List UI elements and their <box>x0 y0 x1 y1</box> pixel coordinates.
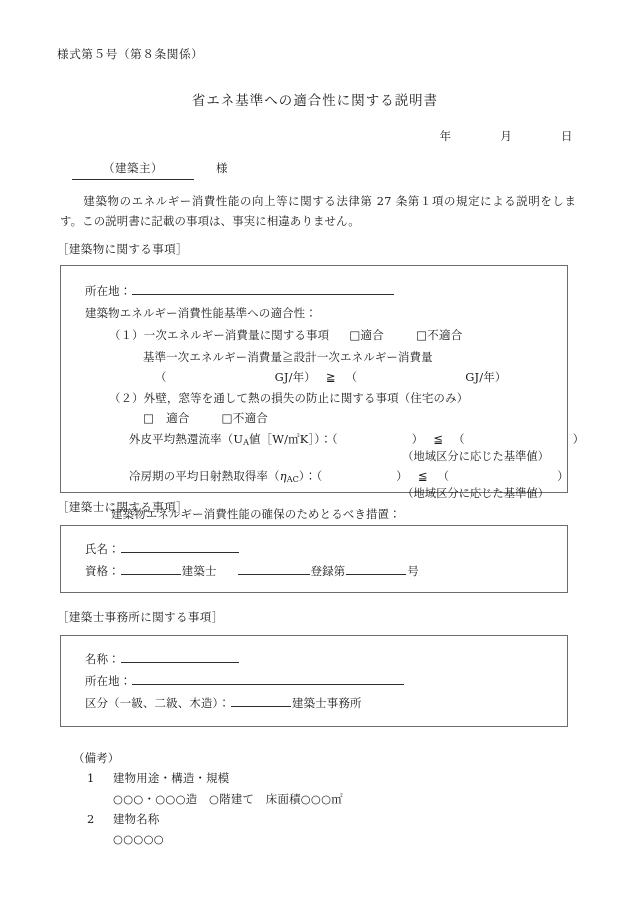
section-label-building: ［建築物に関する事項］ <box>57 242 188 256</box>
remarks-block <box>73 748 343 849</box>
eta-subscript: AC <box>286 473 299 484</box>
remarks-item-2-value-row <box>73 829 343 849</box>
addressee-name-field[interactable]: （建築主） <box>72 160 194 180</box>
eta-standard-note: （地域区分に応じた基準値） <box>402 487 549 501</box>
office-category-row <box>85 692 551 714</box>
ua-subscript: A <box>243 436 250 447</box>
architect-registration-label: 登録第 <box>310 564 346 579</box>
ua-operator: ≦ <box>433 431 444 446</box>
item1-text: 一次エネルギー消費量に関する事項 <box>143 328 330 343</box>
office-name-field[interactable] <box>121 651 239 663</box>
architect-name-row <box>85 538 551 560</box>
office-name-row <box>85 648 551 670</box>
office-category-label: 区分（一級、二級、木造）： <box>85 696 230 711</box>
section-label-architect: ［建築士に関する事項］ <box>57 500 188 514</box>
item2-checkbox-conform[interactable]: □ 適合 <box>143 410 190 425</box>
item1-values-row <box>85 367 551 387</box>
date-day-label: 日 <box>560 129 573 143</box>
item2-text: 外壁，窓等を通して熱の損失の防止に関する事項（住宅のみ） <box>143 390 469 405</box>
remarks-item-2-value: ○○○○○ <box>113 832 164 847</box>
ua-close: ） <box>411 431 424 446</box>
item1-row <box>85 324 551 347</box>
addressee-honorific: 様 <box>216 161 228 175</box>
eta-symbol: η <box>279 468 287 483</box>
remarks-heading: （備考） <box>73 751 120 765</box>
date-year-label: 年 <box>439 129 452 143</box>
form-code: 様式第５号（第８条関係） <box>57 47 204 61</box>
item1-number: （１） <box>109 328 144 343</box>
architect-registration-authority-field[interactable] <box>238 563 310 575</box>
item2-check-row <box>85 408 551 429</box>
office-category-suffix: 建築士事務所 <box>291 696 362 711</box>
building-location-field[interactable] <box>132 283 394 295</box>
office-location-field[interactable] <box>132 673 404 685</box>
architect-registration-suffix: 号 <box>407 564 419 579</box>
ua-note-row <box>85 449 551 466</box>
office-name-label: 名称： <box>85 652 120 666</box>
item1-operator: ≧ <box>325 370 336 385</box>
remarks-item-1-label: 建物用途・構造・規模 <box>113 771 230 786</box>
architect-qualification-row <box>85 560 551 582</box>
item1-value2-unit: GJ/年） <box>465 370 507 385</box>
building-conformity-label: 建築物エネルギー消費性能基準への適合性： <box>85 306 317 321</box>
section-label-office: ［建築士事務所に関する事項］ <box>57 610 224 624</box>
building-location-row <box>85 280 551 302</box>
architect-registration-number-field[interactable] <box>346 563 406 575</box>
remarks-item-1-number: 1 <box>87 771 95 786</box>
remarks-item-2-label: 建物名称 <box>113 811 160 826</box>
page-title: 省エネ基準への適合性に関する説明書 <box>191 94 439 109</box>
item2-number: （２） <box>109 390 144 405</box>
eta-value-row <box>85 466 569 486</box>
item2-checkbox-nonconform[interactable]: □不適合 <box>221 410 269 425</box>
item1-value2-open: （ <box>345 370 358 385</box>
eta-operator: ≦ <box>417 468 428 483</box>
building-conformity-header <box>85 302 551 324</box>
eta-close2: ） <box>557 468 569 483</box>
item1-value1-open: （ <box>155 370 167 385</box>
item1-formula-row <box>85 347 551 367</box>
ua-standard-note: （地域区分に応じた基準値） <box>402 449 549 463</box>
building-location-label: 所在地： <box>85 284 132 298</box>
addressee-line <box>72 160 228 180</box>
remarks-item-1-value: ○○○・○○○造 ○階建て 床面積○○○㎡ <box>113 791 343 806</box>
ua-value-row <box>85 429 585 449</box>
architect-qualification-suffix: 建築士 <box>181 564 217 579</box>
remarks-item-2-number: 2 <box>87 811 95 826</box>
statement-paragraph: 建築物のエネルギー消費性能の向上等に関する法律第 27 条第１項の規定による説明をします。この説明書に記載の事項は、事実に相違ありません。 <box>60 194 576 228</box>
remarks-item-1-value-row <box>73 789 343 809</box>
item1-formula: 基準一次エネルギー消費量≧設計一次エネルギー消費量 <box>143 350 433 365</box>
office-location-row <box>85 670 551 692</box>
architect-name-label: 氏名： <box>85 542 120 556</box>
architect-info-box <box>60 525 568 593</box>
ua-label-post: 値［W/㎡K］）：（ <box>249 431 338 446</box>
item2-row <box>85 388 551 408</box>
architect-name-field[interactable] <box>121 541 239 553</box>
ua-close2: ） <box>572 431 585 446</box>
eta-close: ） <box>396 468 408 483</box>
office-location-label: 所在地： <box>85 674 132 689</box>
item1-value1-unit: GJ/年） <box>274 370 316 385</box>
measures-label: 建築物エネルギー消費性能の確保のためとるべき措置： <box>111 506 401 521</box>
office-category-field[interactable] <box>231 695 291 707</box>
ua-label-pre: 外皮平均熱還流率（U <box>129 431 244 446</box>
eta-label-post: ）：（ <box>298 468 323 483</box>
office-info-box <box>60 635 568 727</box>
ua-open2: （ <box>453 431 465 446</box>
eta-open2: （ <box>437 468 450 483</box>
eta-label-pre: 冷房期の平均日射熱取得率（ <box>129 468 280 483</box>
architect-qualification-label: 資格： <box>85 564 120 579</box>
architect-qualification-field[interactable] <box>121 563 181 575</box>
date-line <box>0 128 586 146</box>
item1-checkbox-conform[interactable]: □適合 <box>349 328 384 343</box>
remarks-item-2-label-row <box>73 809 343 829</box>
date-month-label: 月 <box>500 129 512 143</box>
remarks-item-1-label-row <box>73 768 343 788</box>
item1-checkbox-nonconform[interactable]: □不適合 <box>415 328 463 343</box>
